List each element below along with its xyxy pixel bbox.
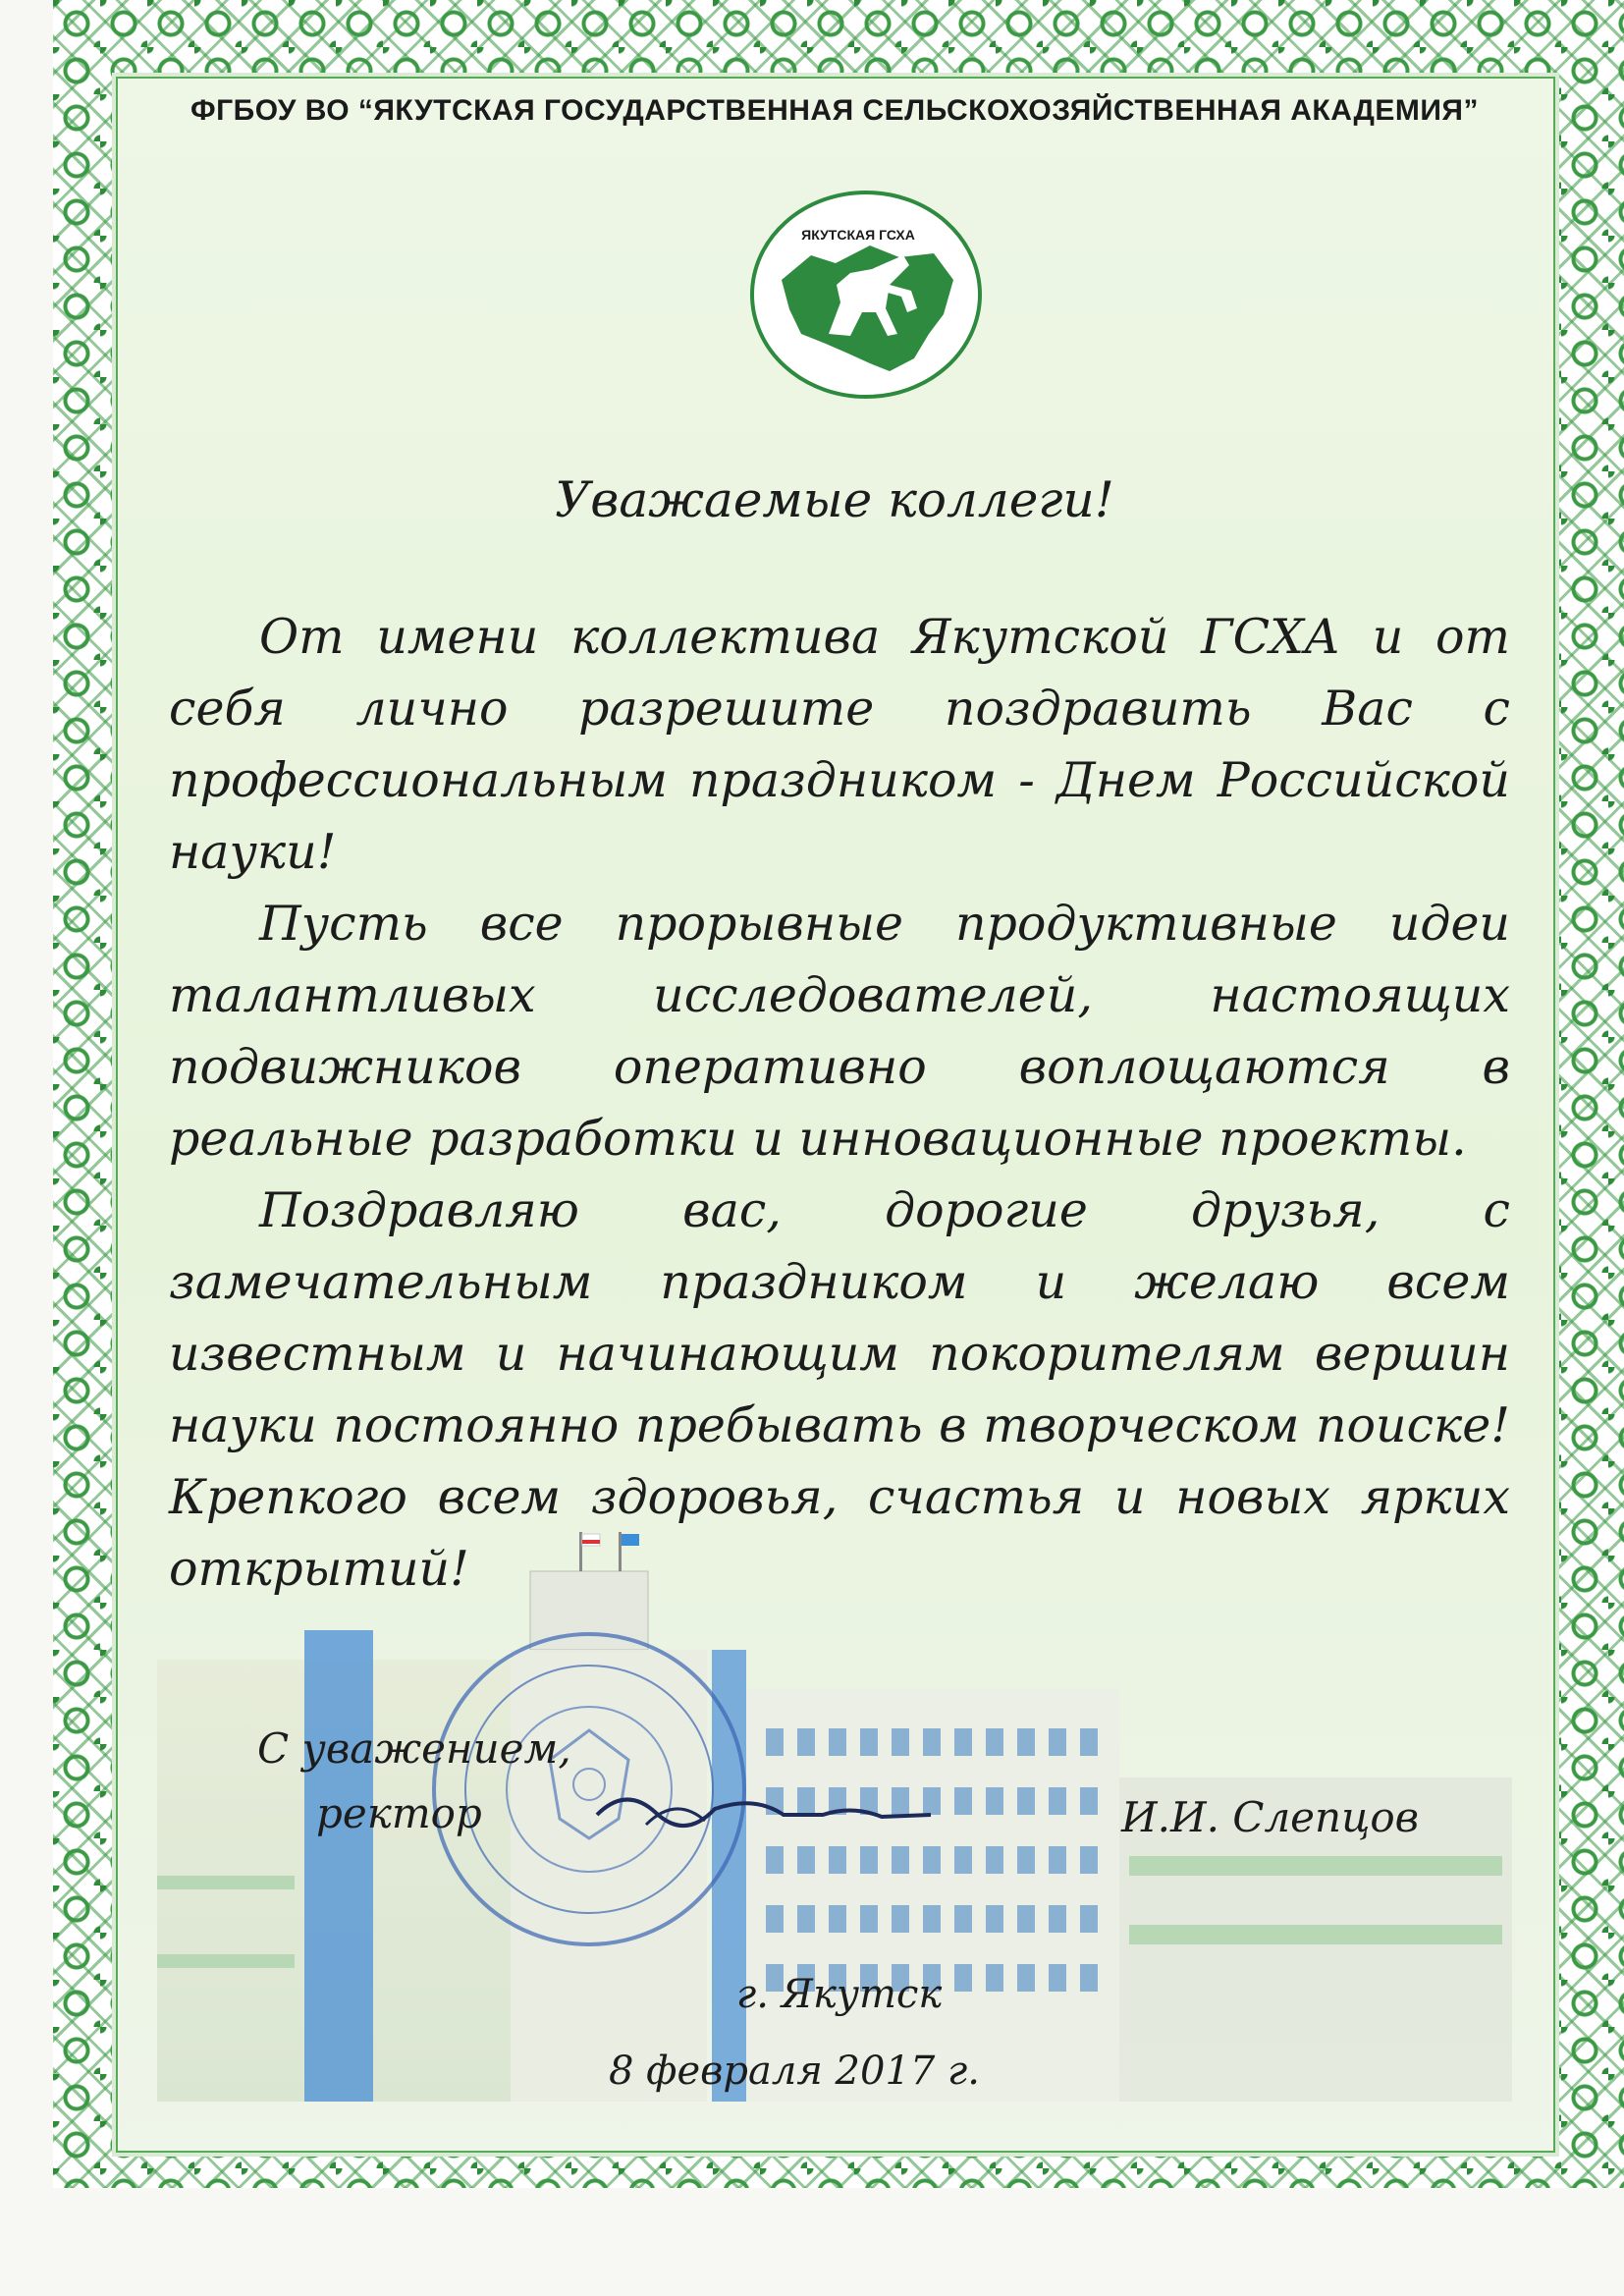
paragraph-2: Пусть все прорывные продуктивные идеи талантливых исследователей, настоящих подвижников оперативно воплощаются в реальные разработки и инновационные проекты.: [169, 896, 1510, 1167]
signatory-position: ректор: [316, 1789, 482, 1837]
logo-text: ЯКУТСКАЯ ГСХА: [801, 227, 915, 243]
organization-header: ФГБОУ ВО “ЯКУТСКАЯ ГОСУДАРСТВЕННАЯ СЕЛЬСКОХОЗЯЙСТВЕННАЯ АКАДЕМИЯ”: [190, 94, 1479, 127]
letter-body: [169, 601, 1510, 1605]
signatory-name: И.И. Слепцов: [1121, 1793, 1420, 1841]
letter-date: 8 февраля 2017 г.: [609, 2049, 980, 2094]
academy-logo: [742, 187, 990, 403]
salutation: Уважаемые коллеги!: [555, 471, 1114, 528]
city: г. Якутск: [736, 1972, 943, 2017]
paragraph-1: От имени коллектива Якутской ГСХА и от себя лично разрешите поздравить Вас с профессиональным праздником - Днем Российской науки!: [169, 609, 1510, 880]
closing-respect: С уважением,: [257, 1724, 571, 1773]
paragraph-3: Поздравляю вас, дорогие друзья, с замечательным праздником и желаю всем известным и начинающим покорителям вершин науки постоянно пребывать в творческом поиске! Крепкого всем здоровья, счастья и новых ярких открытий!: [169, 1182, 1510, 1597]
rector-signature: [587, 1776, 941, 1844]
